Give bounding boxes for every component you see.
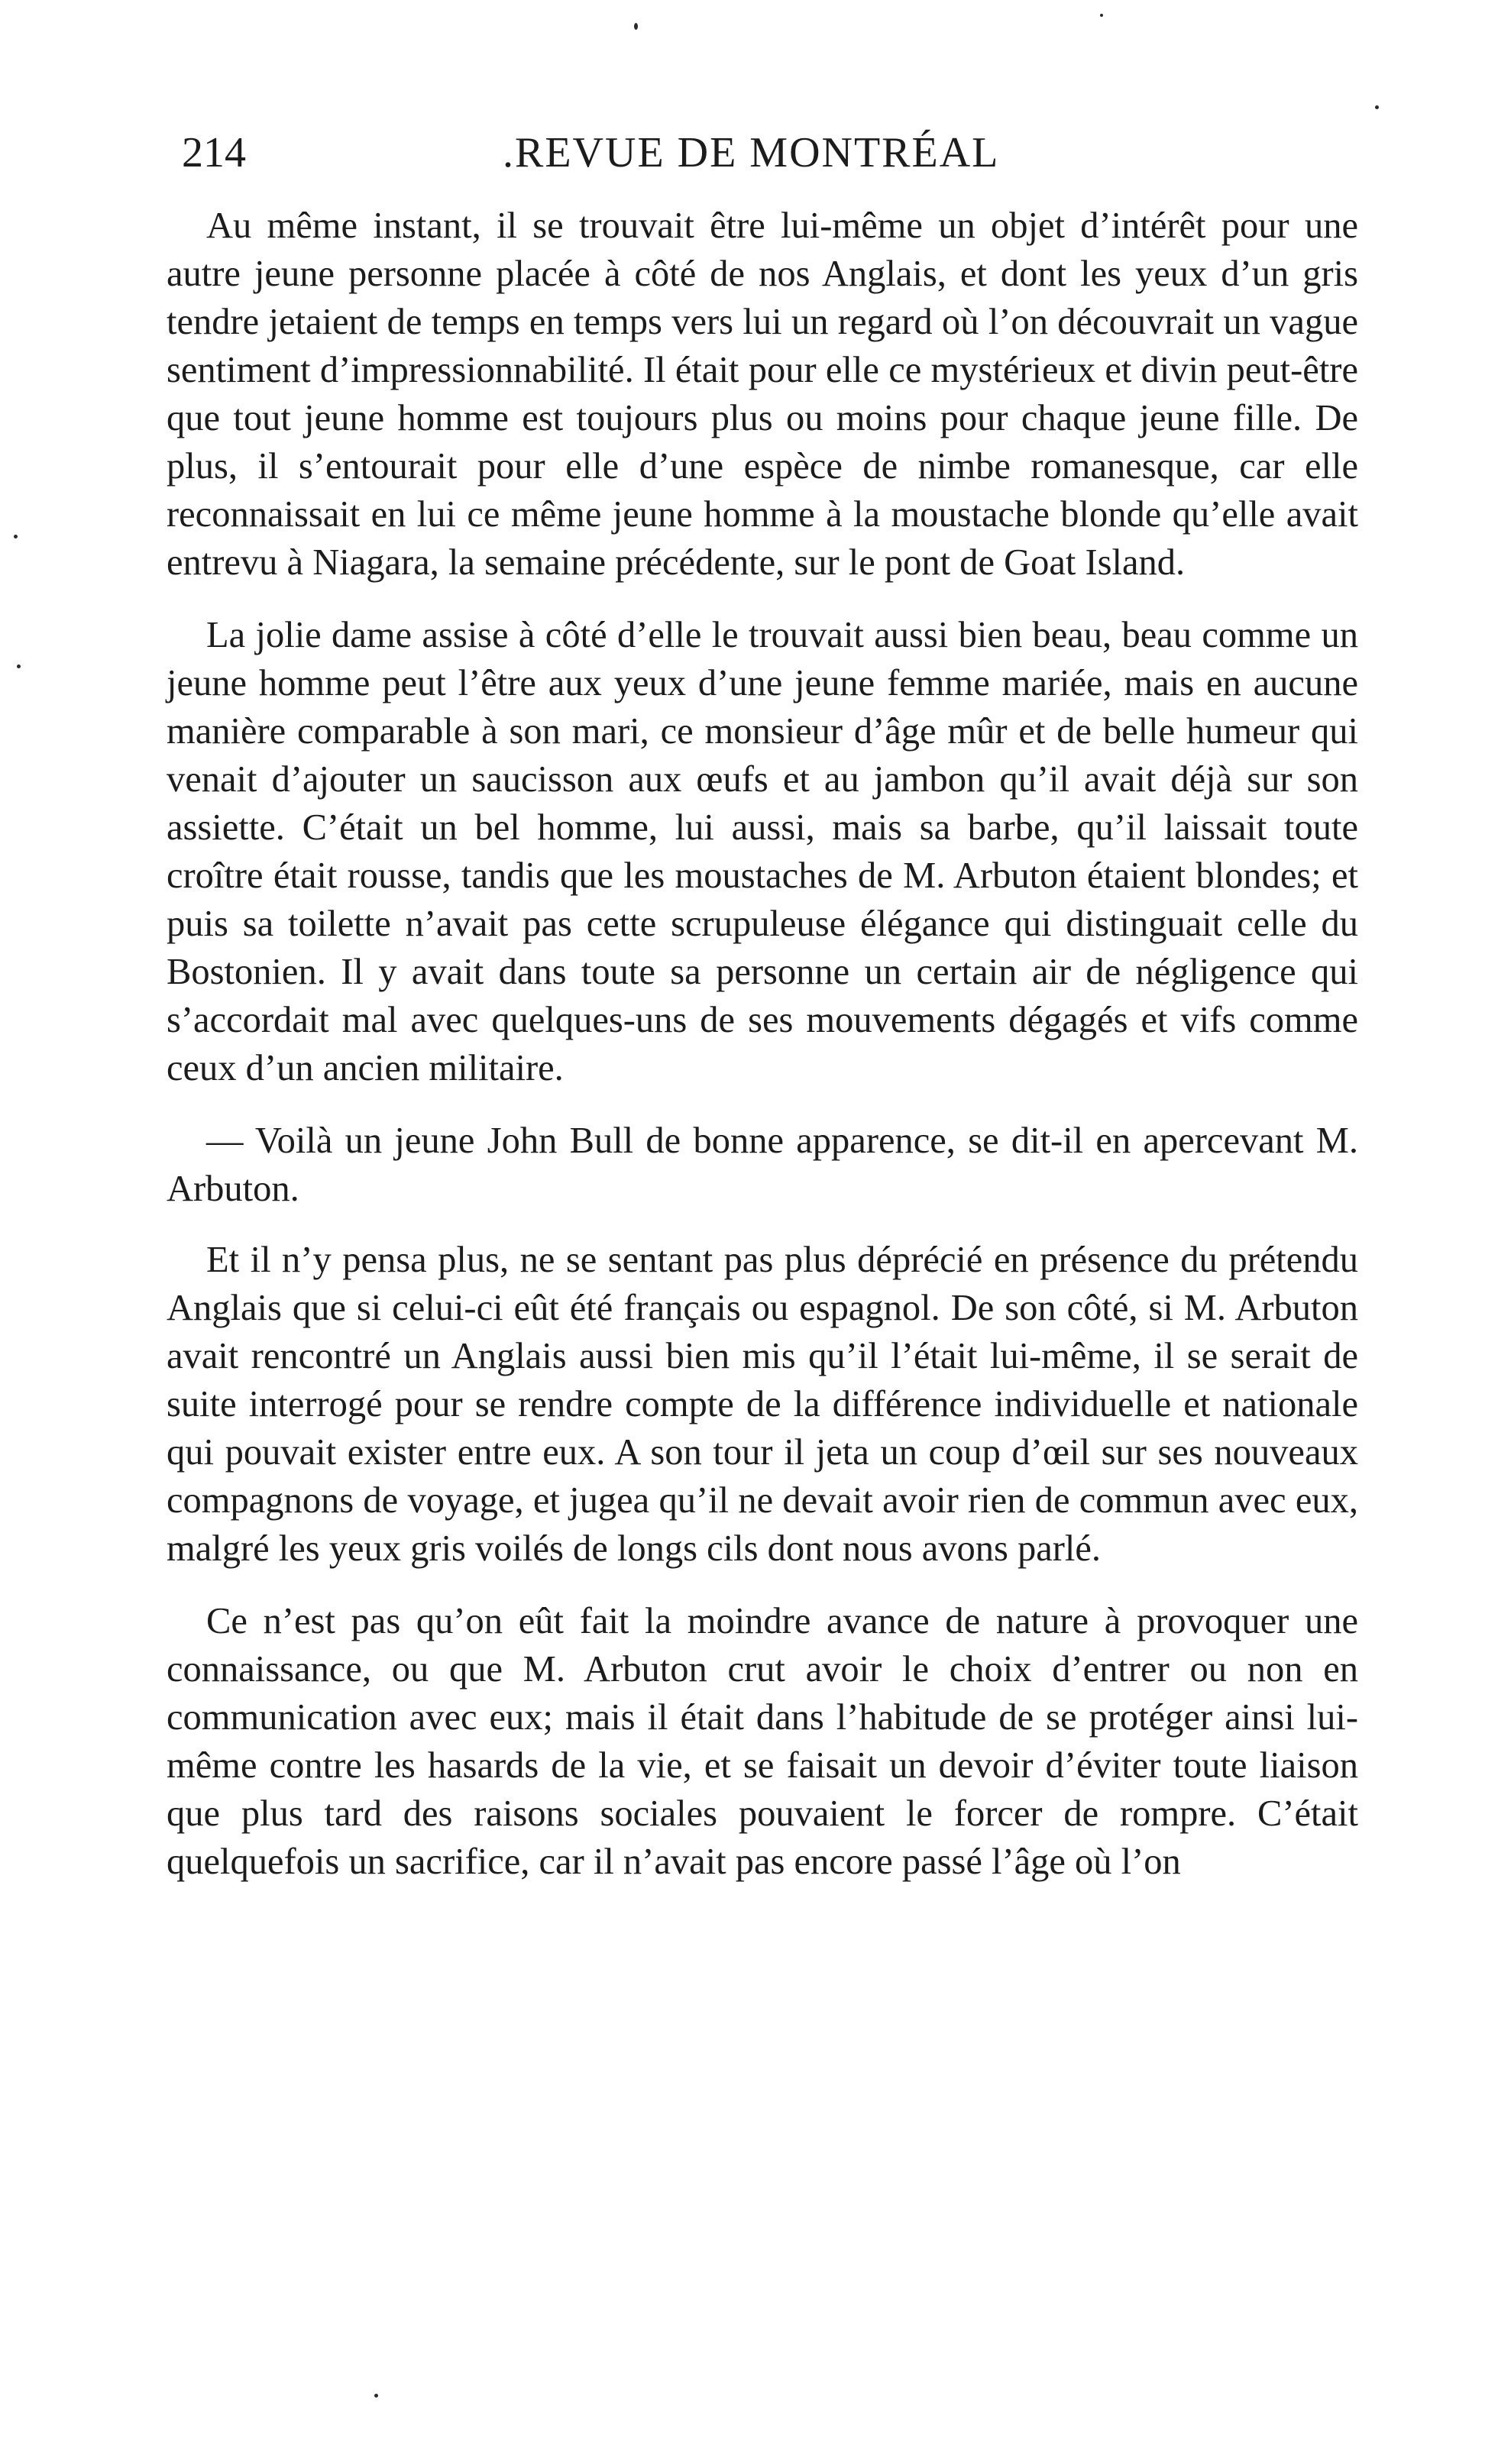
body-text — [167, 202, 1358, 1910]
book-page — [167, 0, 1358, 2464]
scan-speck — [14, 535, 18, 538]
scan-speck — [1375, 105, 1379, 109]
page-number: 214 — [182, 129, 246, 176]
scan-speck — [374, 2394, 378, 2398]
scan-speck — [1100, 14, 1103, 17]
paragraph-5: Ce n’est pas qu’on eût fait la moindre avance de nature à provoquer une connaissance, ou que M. Arbuton crut avoir le choix d’entrer ou non en communication avec eux; mais il était dans l’habitude de se protéger ainsi lui-même contre les hasards de la vie, et se faisait un devoir d’éviter toute liaison que plus tard des raisons sociales pouvaient le forcer de rompre. C’était quelquefois un sacrifice, car il n’avait pas encore passé l’âge où l’on — [167, 1601, 1358, 1882]
scan-speck — [634, 23, 638, 30]
paragraph-2: La jolie dame assise à côté d’elle le trouvait aussi bien beau, beau comme un jeune homme peut l’être aux yeux d’une jeune femme mariée, mais en aucune manière comparable à son mari, ce monsieur d’âge mûr et de belle humeur qui venait d’ajouter un saucisson aux œufs et au jambon qu’il avait déjà sur son assiette. C’était un bel homme, lui aussi, mais sa barbe, qu’il laissait toute croître était rousse, tandis que les moustaches de M. Arbuton étaient blondes; et puis sa toilette n’avait pas cette scrupuleuse élégance qui distinguait celle du Bostonien. Il y avait dans toute sa personne un certain air de négligence qui s’accordait mal avec quelques-uns de ses mouvements dégagés et vifs comme ceux d’un ancien militaire. — [167, 615, 1358, 1088]
scan-speck — [17, 665, 21, 668]
running-head: .REVUE DE MONTRÉAL — [503, 129, 1000, 176]
paragraph-3: — Voilà un jeune John Bull de bonne apparence, se dit-il en apercevant M. Arbuton. — [167, 1120, 1358, 1209]
paragraph-1: Au même instant, il se trouvait être lui-même un objet d’intérêt pour une autre jeune personne placée à côté de nos Anglais, et dont les yeux d’un gris tendre jetaient de temps en temps vers lui un regard où l’on découvrait un vague sentiment d’impressionnabilité. Il était pour elle ce mystérieux et divin peut-être que tout jeune homme est toujours plus ou moins pour chaque jeune fille. De plus, il s’entourait pour elle d’une espèce de nimbe romanesque, car elle reconnaissait en lui ce même jeune homme à la moustache blonde qu’elle avait entrevu à Niagara, la semaine précédente, sur le pont de Goat Island. — [167, 205, 1358, 583]
paragraph-4: Et il n’y pensa plus, ne se sentant pas plus déprécié en présence du prétendu Anglais que si celui-ci eût été français ou espagnol. De son côté, si M. Arbuton avait rencontré un Anglais aussi bien mis qu’il l’était lui-même, il se serait de suite interrogé pour se rendre compte de la différence individuelle et nationale qui pouvait exister entre eux. A son tour il jeta un coup d’œil sur ses nouveaux compagnons de voyage, et jugea qu’il ne devait avoir rien de commun avec eux, malgré les yeux gris voilés de longs cils dont nous avons parlé. — [167, 1240, 1358, 1569]
page-header — [182, 122, 1358, 183]
